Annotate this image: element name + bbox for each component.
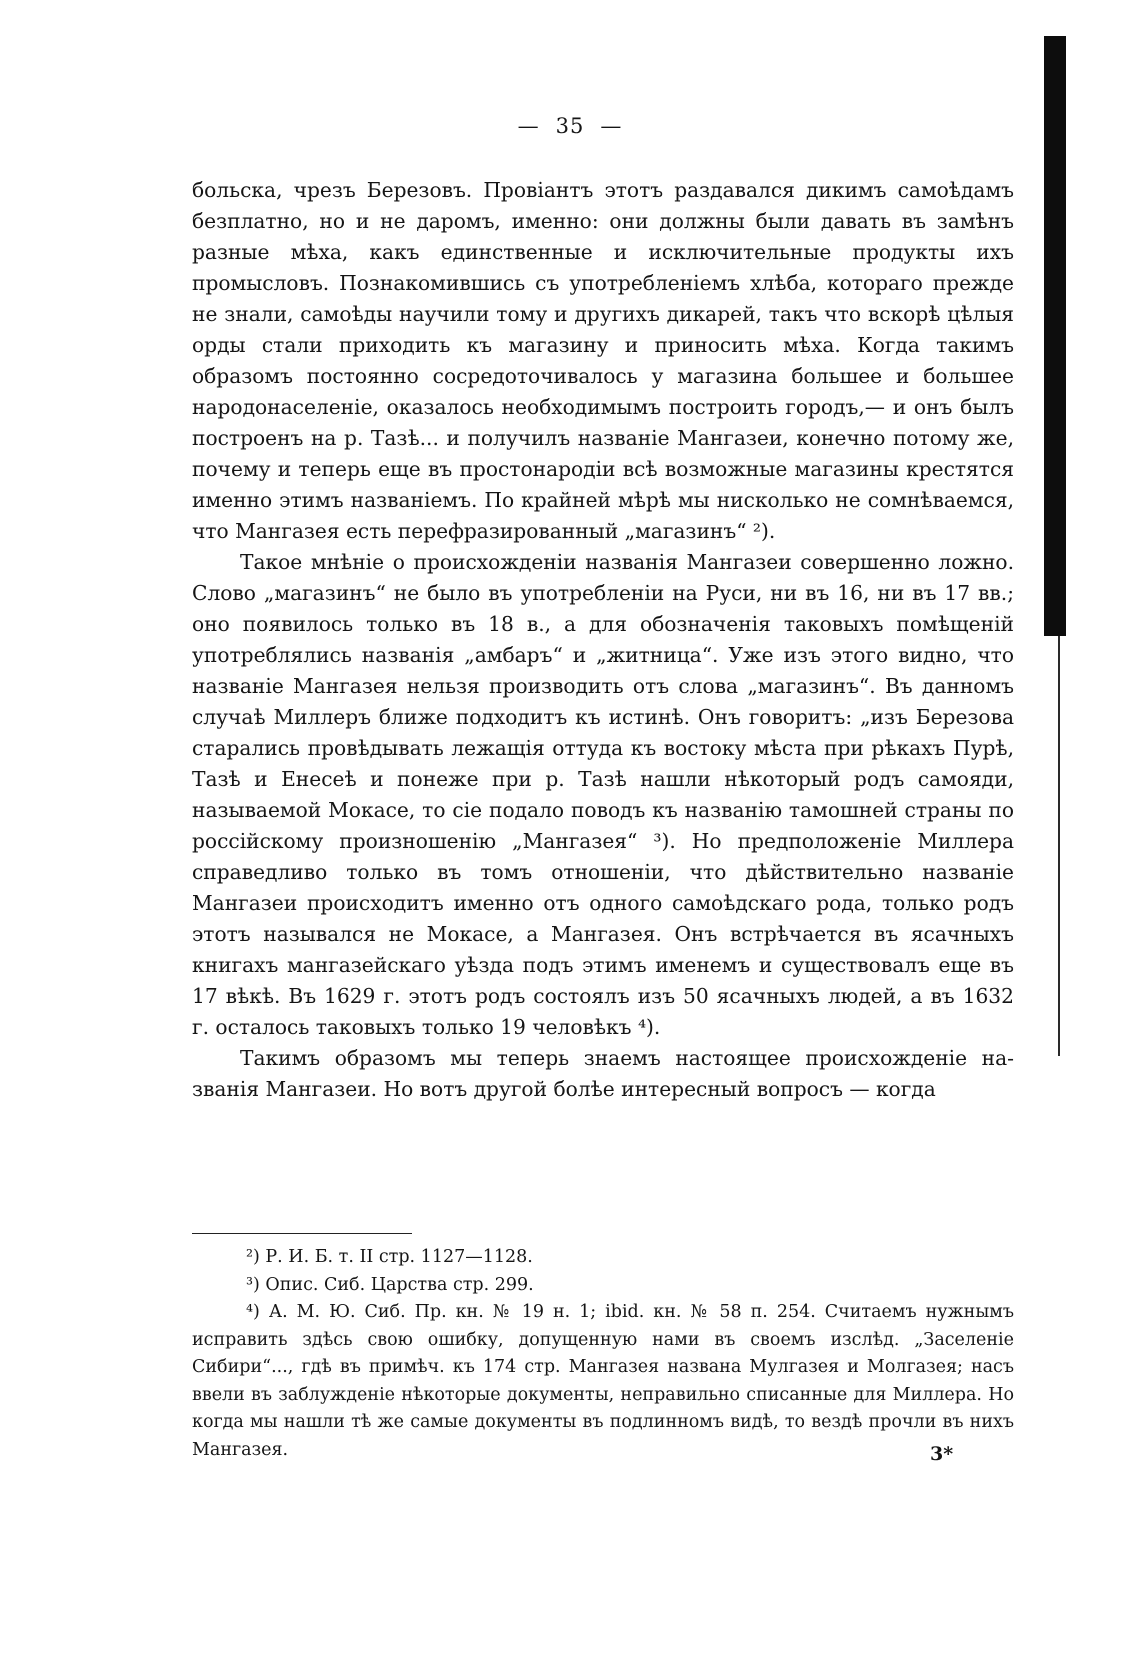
footnotes <box>192 1244 1014 1464</box>
footnote-separator <box>192 1233 412 1234</box>
main-text <box>192 175 1014 1105</box>
page-number-header <box>0 114 1140 138</box>
scan-edge-line <box>1058 636 1060 1056</box>
page-number-dash-right: — <box>600 114 623 138</box>
footnote-3: ³) Опис. Сиб. Царства стр. 299. <box>246 1274 534 1295</box>
page-number-dash-left: — <box>517 114 540 138</box>
paragraph-3: Такимъ образомъ мы теперь знаемъ настоящее происхожденіе названія Мангазеи. Но вотъ другой болѣе интересный вопросъ — когда <box>192 1046 1014 1101</box>
page-number: 35 <box>555 114 585 138</box>
footnote-2: ²) Р. И. Б. т. II стр. 1127—1128. <box>246 1247 533 1267</box>
footnote-4: ⁴) А. М. Ю. Сиб. Пр. кн. № 19 н. 1; ibid. кн. № 58 п. 254. Считаемъ нужнымъ исправить здѣсь свою ошибку, допущенную нами въ своемъ изслѣд. „Заселеніе Сибири“..., гдѣ въ примѣч. къ 174 стр. Мангазея названа Мулгазея и Молгазея; насъ ввели въ заблужденіе нѣкоторые документы, неправильно списанные для Миллера. Но когда мы нашли тѣ же самые документы въ подлинномъ видѣ, то вездѣ прочли въ нихъ Мангазея. <box>192 1302 1014 1460</box>
paragraph-2: Такое мнѣніе о происхожденіи названія Мангазеи совершенно ложно. Слово „магазинъ“ не было въ употребленіи на Руси, ни въ 16, ни въ 17 вв.; оно появилось только въ 18 в., а для обозначенія таковыхъ помѣщеній употреблялись названія „амбаръ“ и „житница“. Уже изъ этого видно, что названіе Мангазея нельзя производить отъ слова „магазинъ“. Въ данномъ случаѣ Миллеръ ближе подходитъ къ истинѣ. Онъ говоритъ: „изъ Березова старались провѣдывать лежащія оттуда къ востоку мѣста при рѣкахъ Пурѣ, Тазѣ и Енесеѣ и понеже при р. Тазѣ нашли нѣкоторый родъ самояди, называемой Мокасе, то сіе подало поводъ къ названію тамошней страны по россійскому произношенію „Мангазея“ ³). Но предположеніе Миллера справедливо только въ томъ отношеніи, что дѣйствительно названіе Мангазеи происходитъ именно отъ одного самоѣдскаго рода, только родъ этотъ назывался не Мокасе, а Мангазея. Онъ встрѣчается въ ясачныхъ книгахъ мангазейскаго уѣзда подъ этимъ именемъ и существовалъ еще въ 17 вѣкѣ. Въ 1629 г. этотъ родъ состоялъ изъ 50 ясачныхъ людей, а въ 1632 г. осталось таковыхъ только 19 человѣкъ ⁴). <box>192 550 1014 1039</box>
paragraph-1: больска, чрезъ Березовъ. Провіантъ этотъ раздавался дикимъ самоѣдамъ безплатно, но и не даромъ, именно: они должны были давать въ замѣнъ разные мѣха, какъ единственные и исключительные продукты ихъ промысловъ. Познакомившись съ употребленіемъ хлѣба, котораго прежде не знали, самоѣды научили тому и другихъ дикарей, такъ что вскорѣ цѣлыя орды стали приходить къ магазину и приносить мѣха. Когда такимъ образомъ постоянно сосредоточивалось у магазина большее и большее народонаселеніе, оказалось необходимымъ построить городъ,— и онъ былъ построенъ на р. Тазѣ... и получилъ названіе Мангазеи, конечно потому же, почему и теперь еще въ простонародіи всѣ возможные магазины крестятся именно этимъ названіемъ. По крайней мѣрѣ мы нисколько не сомнѣваемся, что Мангазея есть перефразированный „магазинъ“ ²). <box>192 178 1014 543</box>
signature-mark: 3* <box>930 1443 954 1465</box>
